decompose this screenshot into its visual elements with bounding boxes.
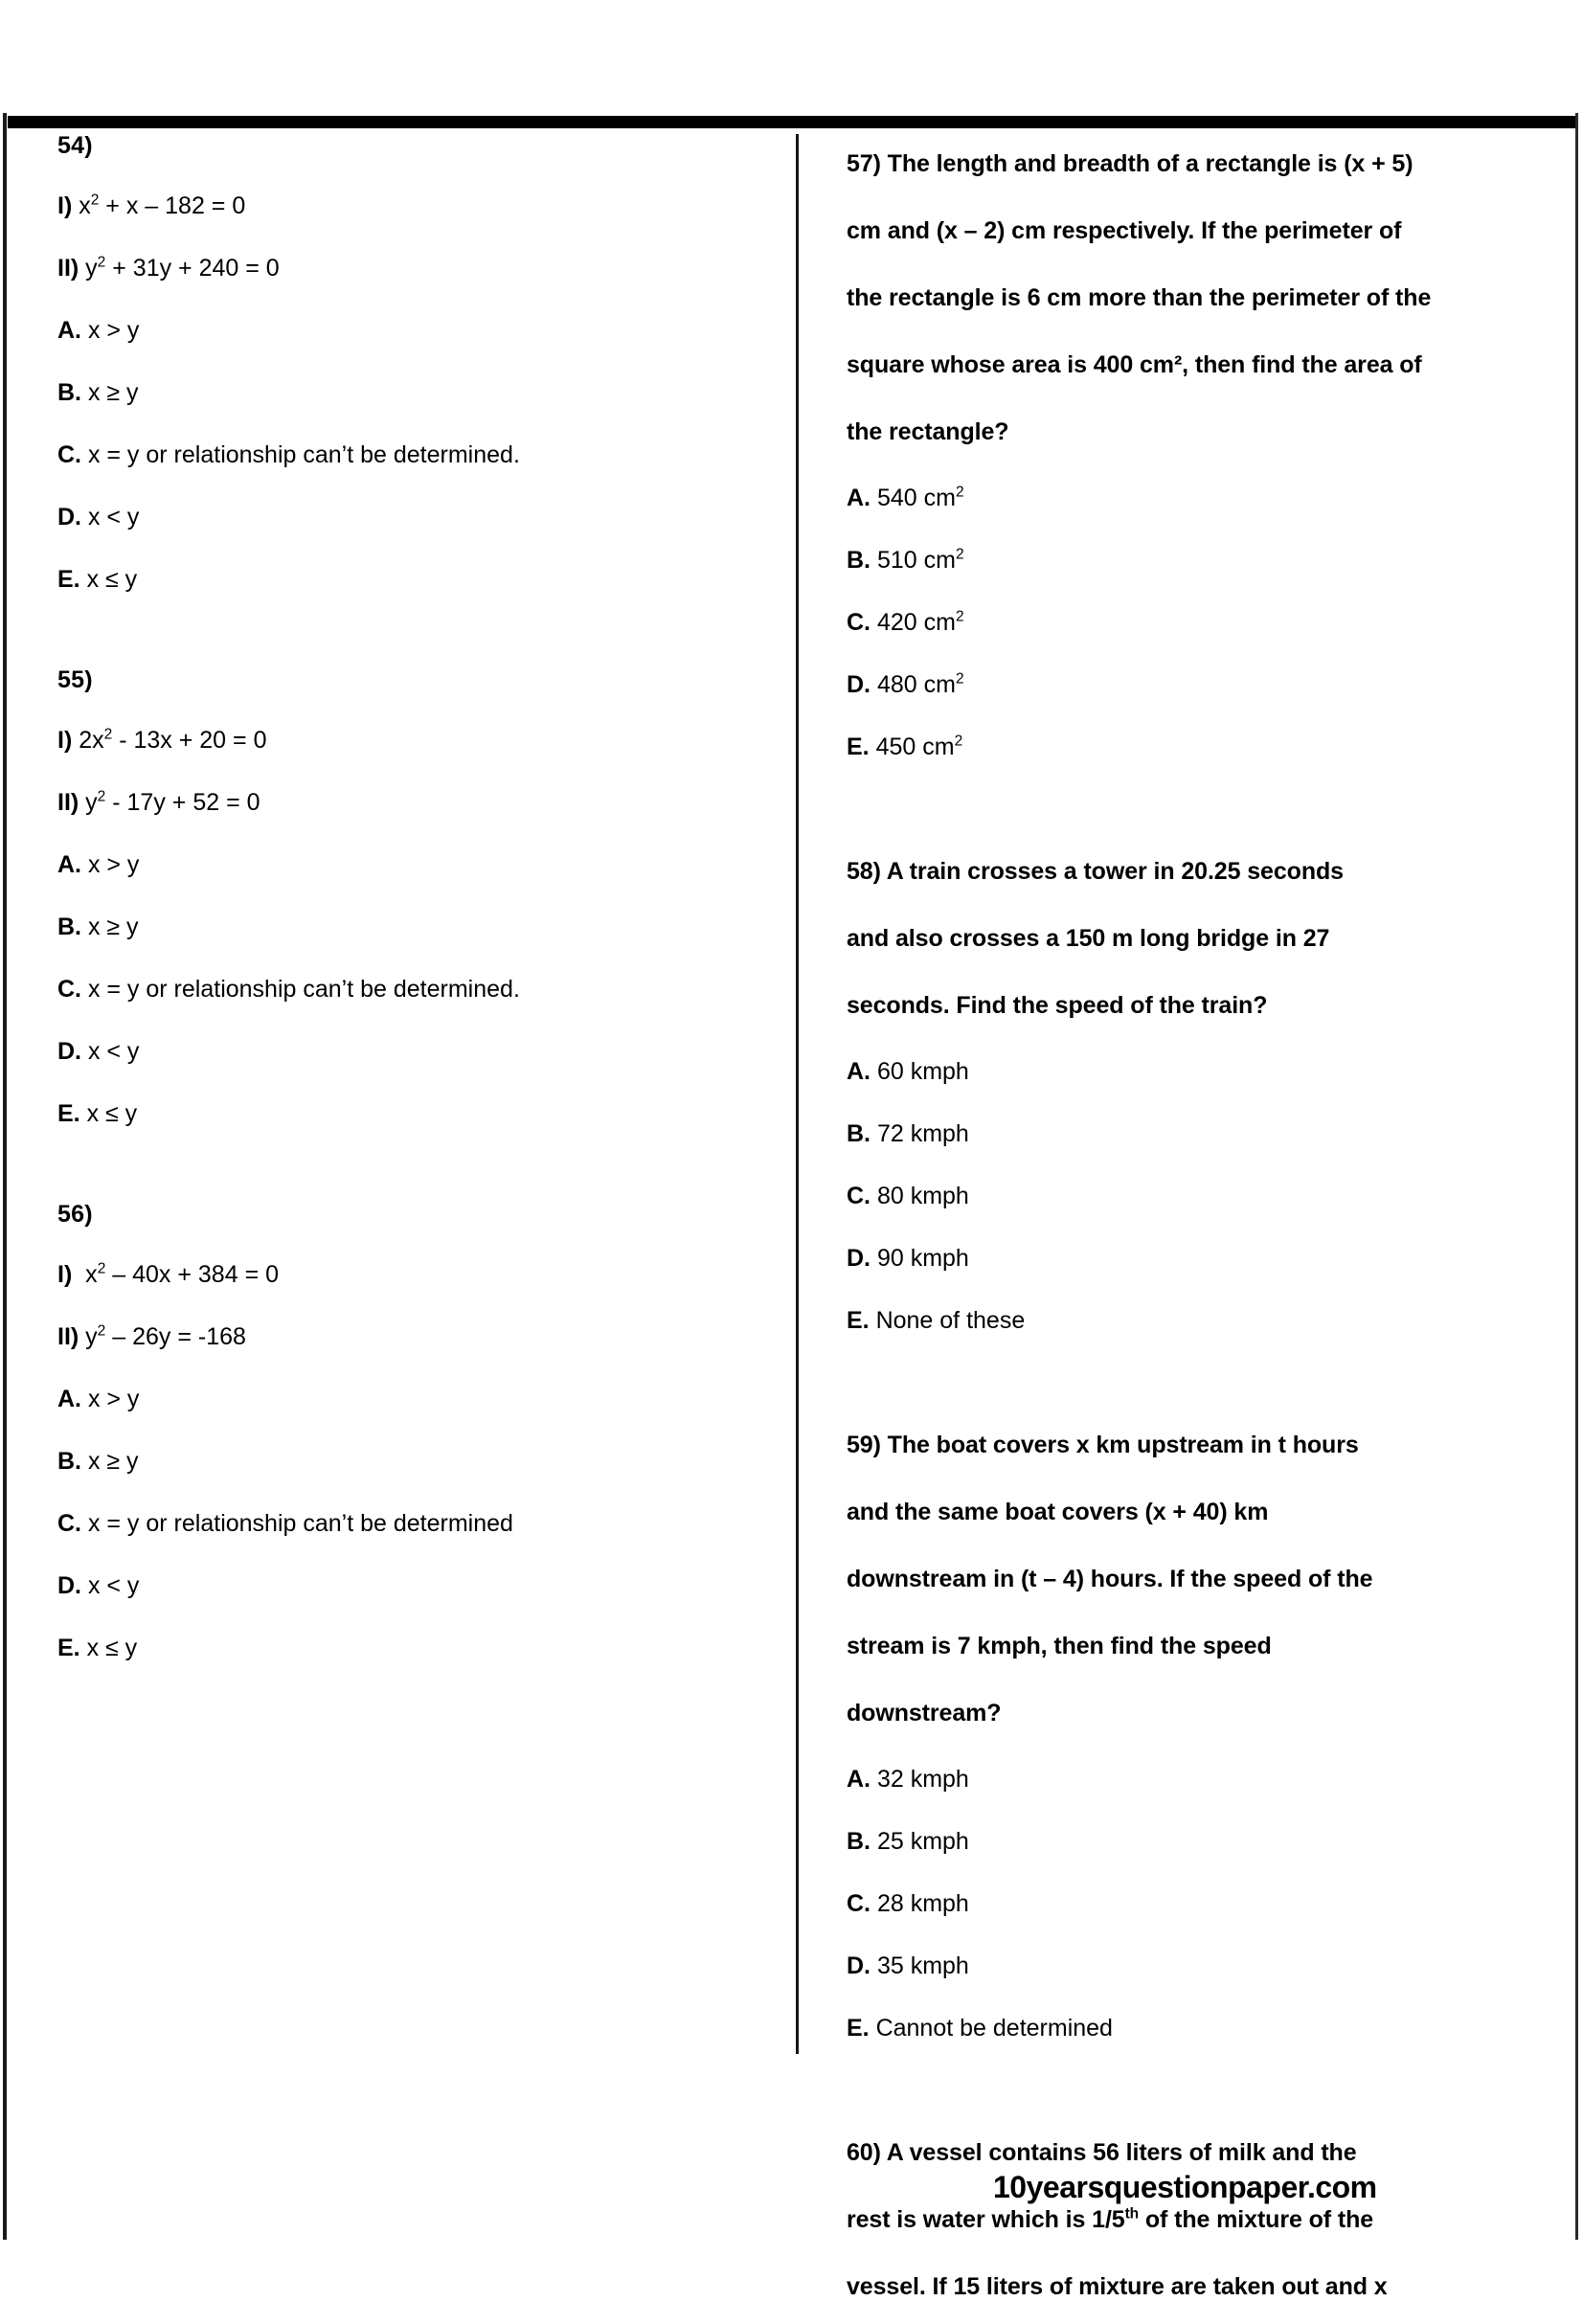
option-c[interactable] <box>57 1512 766 1536</box>
question-stem-line: downstream? <box>847 1700 1002 1726</box>
question-56 <box>57 1203 766 1660</box>
question-60 <box>847 2123 1555 2316</box>
question-stem-line: 60) A vessel contains 56 liters of milk and the <box>847 2139 1357 2166</box>
question-spacer <box>57 1164 766 1203</box>
statement-base: 2x <box>79 727 104 754</box>
question-59 <box>847 1415 1555 2041</box>
question-stem-line: 57) The length and breadth of a rectangle is (x + 5) <box>847 150 1413 177</box>
question-number: 55) <box>57 666 93 693</box>
option-text: 480 cm <box>871 671 956 698</box>
option-d[interactable] <box>847 670 1555 698</box>
option-text: x < y <box>81 504 140 530</box>
option-letter: C. <box>57 441 81 468</box>
statement-rest: + 31y + 240 = 0 <box>105 255 280 282</box>
option-text: 80 kmph <box>871 1183 969 1209</box>
option-e[interactable] <box>57 1636 766 1660</box>
option-e[interactable] <box>57 568 766 592</box>
question-stem-line: square whose area is 400 cm², then find the area of <box>847 351 1422 378</box>
option-a[interactable] <box>847 486 1555 510</box>
option-text: 32 kmph <box>871 1766 969 1793</box>
exponent: 2 <box>955 484 964 501</box>
option-b[interactable] <box>847 546 1555 574</box>
option-letter: A. <box>57 851 81 878</box>
option-text: 25 kmph <box>871 1828 969 1855</box>
option-letter: A. <box>847 1766 871 1793</box>
statement-rest: – 26y = -168 <box>105 1323 246 1350</box>
exponent: 2 <box>97 1260 106 1277</box>
option-text: x ≤ y <box>79 1635 138 1661</box>
statement-label: I) <box>57 192 73 219</box>
option-text: x > y <box>81 317 140 344</box>
option-e[interactable] <box>847 2017 1555 2041</box>
option-text: 450 cm <box>869 733 955 760</box>
column-divider <box>796 134 799 2054</box>
right-column <box>847 134 1555 2324</box>
option-text: None of these <box>869 1307 1026 1334</box>
option-letter: B. <box>847 1828 871 1855</box>
question-stem-line: stream is 7 kmph, then find the speed <box>847 1633 1272 1659</box>
option-e[interactable] <box>57 1102 766 1126</box>
option-text: x = y or relationship can’t be determined <box>81 1510 513 1537</box>
statement-label: II) <box>57 789 79 816</box>
question-57 <box>847 134 1555 759</box>
option-text: Cannot be determined <box>869 2015 1113 2042</box>
option-text: 28 kmph <box>871 1890 969 1917</box>
statement-base: x <box>79 1261 98 1288</box>
option-letter: C. <box>847 1890 871 1917</box>
statement-label: I) <box>57 1261 73 1288</box>
statement-1 <box>57 726 766 754</box>
option-b[interactable] <box>847 1122 1555 1146</box>
option-d[interactable] <box>57 1040 766 1064</box>
statement-2 <box>57 788 766 816</box>
statement-rest: - 17y + 52 = 0 <box>105 789 260 816</box>
option-letter: E. <box>57 1635 80 1661</box>
question-spacer <box>847 798 1555 842</box>
statement-base: y <box>85 789 98 816</box>
option-letter: C. <box>57 976 81 1003</box>
statement-label: II) <box>57 1323 79 1350</box>
option-d[interactable] <box>57 1574 766 1598</box>
question-54 <box>57 134 766 592</box>
option-text: x < y <box>81 1038 140 1065</box>
option-letter: B. <box>57 914 81 940</box>
exponent: 2 <box>97 788 106 805</box>
statement-2 <box>57 254 766 282</box>
question-spacer <box>847 1371 1555 1415</box>
question-stem-line: rest is water which is 1/5th of the mixture of the <box>847 2205 1374 2233</box>
exponent: 2 <box>955 670 964 688</box>
option-text: x = y or relationship can’t be determined. <box>81 441 520 468</box>
statement-base: y <box>85 1323 98 1350</box>
option-letter: D. <box>847 1952 871 1979</box>
option-b[interactable] <box>57 915 766 939</box>
option-letter: A. <box>847 1058 871 1085</box>
option-text: x ≤ y <box>79 1100 138 1127</box>
exponent: 2 <box>103 726 113 743</box>
exponent: 2 <box>97 1322 106 1340</box>
option-a[interactable] <box>57 1388 766 1411</box>
option-e[interactable] <box>847 1309 1555 1333</box>
option-a[interactable] <box>847 1768 1555 1792</box>
exponent: 2 <box>97 254 106 271</box>
option-letter: A. <box>57 1386 81 1412</box>
statement-label: II) <box>57 255 79 282</box>
option-c[interactable] <box>57 443 766 467</box>
question-stem-line: the rectangle is 6 cm more than the perimeter of the <box>847 284 1432 311</box>
statement-base: x <box>79 192 91 219</box>
option-letter: D. <box>57 1038 81 1065</box>
exponent: 2 <box>955 546 964 563</box>
site-watermark: 10yearsquestionpaper.com <box>993 2170 1377 2204</box>
statement-base: y <box>85 255 98 282</box>
question-58 <box>847 842 1555 1333</box>
option-text: x > y <box>81 851 140 878</box>
question-stem-line: and also crosses a 150 m long bridge in 27 <box>847 925 1330 952</box>
option-letter: A. <box>57 317 81 344</box>
page-top-rule <box>8 116 1575 128</box>
question-stem-line: 58) A train crosses a tower in 20.25 seconds <box>847 858 1344 885</box>
option-letter: B. <box>847 547 871 574</box>
option-b[interactable] <box>847 1830 1555 1854</box>
question-spacer <box>847 2079 1555 2123</box>
question-number: 54) <box>57 132 93 159</box>
option-text: 510 cm <box>871 547 956 574</box>
option-d[interactable] <box>57 506 766 530</box>
option-d[interactable] <box>847 1954 1555 1978</box>
left-column <box>57 134 766 1699</box>
option-text: 420 cm <box>871 609 956 636</box>
option-c[interactable] <box>57 978 766 1002</box>
exponent: 2 <box>90 192 100 209</box>
page-left-border <box>3 113 7 2240</box>
option-letter: B. <box>57 379 81 406</box>
exponent: 2 <box>955 608 964 625</box>
option-letter: D. <box>57 1572 81 1599</box>
statement-rest: - 13x + 20 = 0 <box>112 727 267 754</box>
option-text: x = y or relationship can’t be determined. <box>81 976 520 1003</box>
option-a[interactable] <box>57 853 766 877</box>
question-stem-line: seconds. Find the speed of the train? <box>847 992 1268 1019</box>
option-b[interactable] <box>57 381 766 405</box>
option-text: x ≥ y <box>81 914 139 940</box>
statement-1 <box>57 194 766 218</box>
statement-rest: + x – 182 = 0 <box>99 192 246 219</box>
option-a[interactable] <box>847 1060 1555 1084</box>
option-text: 60 kmph <box>871 1058 969 1085</box>
question-stem-line: the rectangle? <box>847 418 1009 445</box>
option-letter: B. <box>847 1120 871 1147</box>
statement-1 <box>57 1260 766 1288</box>
option-text: x > y <box>81 1386 140 1412</box>
option-text: 90 kmph <box>871 1245 969 1272</box>
option-text: 35 kmph <box>871 1952 969 1979</box>
question-stem-line: vessel. If 15 liters of mixture are taken out and x <box>847 2273 1388 2300</box>
question-stem-line: 59) The boat covers x km upstream in t hours <box>847 1432 1359 1458</box>
question-number: 56) <box>57 1201 93 1228</box>
option-c[interactable] <box>847 1185 1555 1208</box>
option-a[interactable] <box>57 319 766 343</box>
option-letter: C. <box>57 1510 81 1537</box>
option-letter: E. <box>57 566 80 593</box>
option-c[interactable] <box>847 608 1555 636</box>
question-stem-line: cm and (x – 2) cm respectively. If the perimeter of <box>847 217 1402 244</box>
statement-label: I) <box>57 727 73 754</box>
question-spacer <box>57 630 766 668</box>
option-b[interactable] <box>57 1450 766 1474</box>
option-d[interactable] <box>847 1247 1555 1271</box>
exponent: 2 <box>954 733 963 750</box>
option-text: x ≤ y <box>79 566 138 593</box>
option-letter: A. <box>847 485 871 511</box>
option-letter: D. <box>57 504 81 530</box>
statement-2 <box>57 1322 766 1350</box>
option-letter: E. <box>847 2015 870 2042</box>
option-letter: E. <box>847 733 870 760</box>
option-letter: E. <box>847 1307 870 1334</box>
option-text: 540 cm <box>871 485 956 511</box>
option-text: x ≥ y <box>81 1448 139 1475</box>
option-letter: D. <box>847 671 871 698</box>
option-letter: C. <box>847 609 871 636</box>
statement-rest: – 40x + 384 = 0 <box>105 1261 280 1288</box>
ordinal-suffix: th <box>1124 2205 1140 2222</box>
question-stem-line: downstream in (t – 4) hours. If the speed of the <box>847 1566 1373 1592</box>
option-letter: D. <box>847 1245 871 1272</box>
option-text: 72 kmph <box>871 1120 969 1147</box>
option-text: x ≥ y <box>81 379 139 406</box>
option-text: x < y <box>81 1572 140 1599</box>
option-e[interactable] <box>847 735 1555 759</box>
question-stem-line: and the same boat covers (x + 40) km <box>847 1499 1269 1525</box>
option-letter: E. <box>57 1100 80 1127</box>
page-right-border <box>1575 113 1578 2240</box>
option-c[interactable] <box>847 1892 1555 1916</box>
question-55 <box>57 668 766 1126</box>
option-letter: B. <box>57 1448 81 1475</box>
option-letter: C. <box>847 1183 871 1209</box>
